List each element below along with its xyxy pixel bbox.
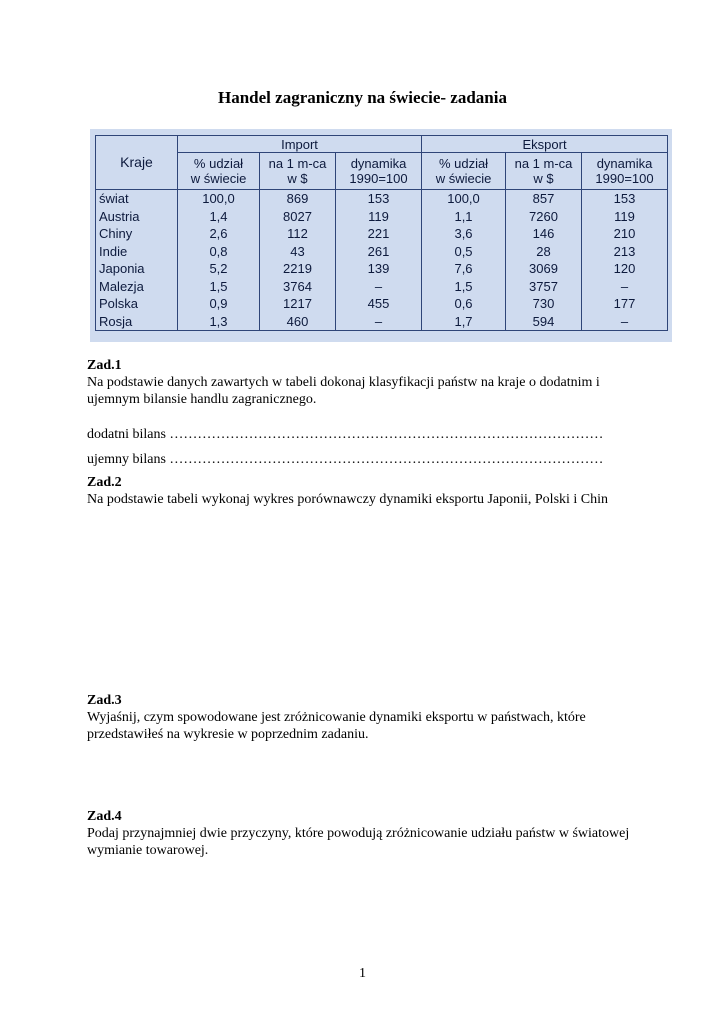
value-cell: 1,5: [422, 278, 506, 296]
page-title: Handel zagraniczny na świecie- zadania: [218, 88, 507, 107]
table-row: [96, 225, 668, 243]
table-row: [96, 208, 668, 226]
value-cell: 2219: [260, 260, 336, 278]
column-header-line1: na 1 m-ca: [514, 156, 573, 171]
value-cell: 112: [260, 225, 336, 243]
column-header-line1: dynamika: [350, 156, 407, 171]
value-cell: 8027: [260, 208, 336, 226]
column-header-line1: dynamika: [596, 156, 653, 171]
value-cell: 1,3: [178, 313, 260, 331]
value-cell: 857: [506, 190, 582, 208]
value-cell: 100,0: [178, 190, 260, 208]
column-header-line2: w świecie: [190, 171, 247, 186]
value-cell: –: [582, 278, 668, 296]
country-cell: świat: [96, 190, 178, 208]
country-cell: Rosja: [96, 313, 178, 331]
trade-table-scan: [90, 129, 672, 342]
task-2-heading: Zad.2: [87, 475, 122, 490]
value-cell: 7260: [506, 208, 582, 226]
task-3-text: Wyjaśnij, czym spowodowane jest zróżnicowanie dynamiki eksportu w państwach, które przedstawiłeś na wykresie w poprzednim zadaniu.: [87, 710, 586, 742]
positive-balance-line: dodatni bilans …………………………………………………………………………………: [87, 427, 604, 442]
column-header-line2: 1990=100: [349, 171, 408, 186]
value-cell: 3069: [506, 260, 582, 278]
column-header-line1: na 1 m-ca: [268, 156, 327, 171]
value-cell: 119: [336, 208, 422, 226]
value-cell: 3,6: [422, 225, 506, 243]
task-3-heading: Zad.3: [87, 693, 122, 708]
subheader-row: [96, 153, 668, 190]
value-cell: 0,5: [422, 243, 506, 261]
value-cell: 460: [260, 313, 336, 331]
table-row: [96, 278, 668, 296]
country-cell: Japonia: [96, 260, 178, 278]
table-body: [96, 190, 668, 331]
table-row: [96, 243, 668, 261]
column-header: [260, 153, 336, 190]
value-cell: 153: [582, 190, 668, 208]
trade-table: [95, 135, 668, 331]
task-1-heading: Zad.1: [87, 358, 122, 373]
value-cell: 2,6: [178, 225, 260, 243]
task-3: [87, 692, 647, 743]
column-header-line2: w $: [533, 171, 554, 186]
column-header-line1: % udział: [438, 156, 489, 171]
column-header: [422, 153, 506, 190]
value-cell: 730: [506, 295, 582, 313]
value-cell: 1,5: [178, 278, 260, 296]
value-cell: 7,6: [422, 260, 506, 278]
task-2: [87, 474, 667, 508]
task-4: [87, 808, 647, 859]
country-cell: Polska: [96, 295, 178, 313]
value-cell: 146: [506, 225, 582, 243]
table-row: [96, 295, 668, 313]
value-cell: 0,6: [422, 295, 506, 313]
value-cell: 0,9: [178, 295, 260, 313]
value-cell: 1,7: [422, 313, 506, 331]
page-number: 1: [359, 966, 366, 981]
country-cell: Chiny: [96, 225, 178, 243]
column-header: [582, 153, 668, 190]
value-cell: 221: [336, 225, 422, 243]
column-header: [178, 153, 260, 190]
country-cell: Malezja: [96, 278, 178, 296]
value-cell: 28: [506, 243, 582, 261]
header-country: Kraje: [96, 136, 178, 190]
table-row: [96, 313, 668, 331]
country-cell: Indie: [96, 243, 178, 261]
value-cell: 177: [582, 295, 668, 313]
table-row: [96, 260, 668, 278]
value-cell: 261: [336, 243, 422, 261]
task-1-text: Na podstawie danych zawartych w tabeli dokonaj klasyfikacji państw na kraje o dodatnim i ujemnym bilansie handlu zagranicznego.: [87, 375, 600, 407]
value-cell: 100,0: [422, 190, 506, 208]
value-cell: –: [336, 313, 422, 331]
column-header: [506, 153, 582, 190]
negative-balance-line: ujemny bilans …………………………………………………………………………………: [87, 452, 604, 467]
header-import: Import: [178, 136, 422, 153]
value-cell: 1,4: [178, 208, 260, 226]
value-cell: 139: [336, 260, 422, 278]
column-header: [336, 153, 422, 190]
column-header-line2: 1990=100: [595, 171, 654, 186]
value-cell: 3764: [260, 278, 336, 296]
column-header-line2: w świecie: [435, 171, 492, 186]
task-1: [87, 357, 647, 408]
value-cell: 153: [336, 190, 422, 208]
column-header-line1: % udział: [193, 156, 244, 171]
country-cell: Austria: [96, 208, 178, 226]
value-cell: 0,8: [178, 243, 260, 261]
value-cell: 869: [260, 190, 336, 208]
value-cell: 594: [506, 313, 582, 331]
value-cell: –: [582, 313, 668, 331]
column-header-line2: w $: [287, 171, 308, 186]
table-row: [96, 190, 668, 208]
value-cell: –: [336, 278, 422, 296]
task-4-heading: Zad.4: [87, 809, 122, 824]
value-cell: 1217: [260, 295, 336, 313]
value-cell: 120: [582, 260, 668, 278]
header-export: Eksport: [422, 136, 668, 153]
value-cell: 119: [582, 208, 668, 226]
value-cell: 43: [260, 243, 336, 261]
value-cell: 455: [336, 295, 422, 313]
value-cell: 3757: [506, 278, 582, 296]
value-cell: 210: [582, 225, 668, 243]
value-cell: 5,2: [178, 260, 260, 278]
task-4-text: Podaj przynajmniej dwie przyczyny, które powodują zróżnicowanie udziału państw w światowej wymianie towarowej.: [87, 826, 630, 858]
task-2-text: Na podstawie tabeli wykonaj wykres porównawczy dynamiki eksportu Japonii, Polski i Chin: [87, 492, 609, 507]
value-cell: 1,1: [422, 208, 506, 226]
value-cell: 213: [582, 243, 668, 261]
